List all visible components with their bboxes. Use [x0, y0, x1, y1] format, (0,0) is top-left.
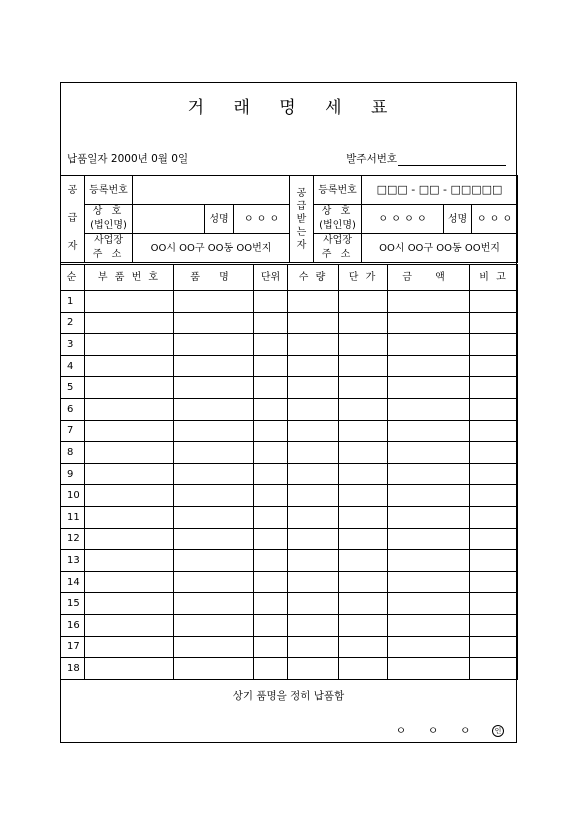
product-cell[interactable] [174, 614, 254, 636]
product-cell[interactable] [174, 506, 254, 528]
amount-cell[interactable] [388, 593, 470, 615]
transaction-statement-form [60, 82, 517, 743]
amount-cell[interactable] [388, 485, 470, 507]
price-cell[interactable] [339, 312, 388, 334]
part-no-cell[interactable] [85, 636, 174, 658]
part-no-cell[interactable] [85, 614, 174, 636]
unit-cell[interactable] [254, 291, 288, 313]
part-no-cell[interactable] [85, 355, 174, 377]
table-row [61, 571, 518, 593]
row-number: 11 [61, 506, 85, 528]
qty-cell[interactable] [288, 485, 339, 507]
price-cell[interactable] [339, 658, 388, 680]
supplier-reg-no-label: 등록번호 [85, 176, 133, 205]
price-cell[interactable] [339, 593, 388, 615]
amount-cell[interactable] [388, 398, 470, 420]
price-cell[interactable] [339, 528, 388, 550]
header-amount: 금 액 [388, 265, 470, 291]
amount-cell[interactable] [388, 636, 470, 658]
receiver-address-label: 사업장 주 소 [314, 234, 362, 263]
qty-cell[interactable] [288, 442, 339, 464]
parties-table [60, 175, 518, 263]
unit-cell[interactable] [254, 550, 288, 572]
amount-cell[interactable] [388, 355, 470, 377]
items-table [60, 264, 518, 680]
unit-cell[interactable] [254, 658, 288, 680]
row-number: 10 [61, 485, 85, 507]
table-row [61, 377, 518, 399]
unit-cell[interactable] [254, 334, 288, 356]
qty-cell[interactable] [288, 334, 339, 356]
note-cell[interactable] [470, 485, 518, 507]
row-number: 13 [61, 550, 85, 572]
qty-cell[interactable] [288, 355, 339, 377]
delivery-date: 납품일자 2000년 0월 0일 [67, 153, 189, 165]
amount-cell[interactable] [388, 463, 470, 485]
price-cell[interactable] [339, 614, 388, 636]
receiver-name-label: 성명 [444, 205, 472, 234]
qty-cell[interactable] [288, 614, 339, 636]
table-row [61, 334, 518, 356]
note-cell[interactable] [470, 636, 518, 658]
unit-cell[interactable] [254, 312, 288, 334]
amount-cell[interactable] [388, 334, 470, 356]
part-no-cell[interactable] [85, 312, 174, 334]
table-row [61, 614, 518, 636]
row-number: 12 [61, 528, 85, 550]
product-cell[interactable] [174, 463, 254, 485]
row-number: 3 [61, 334, 85, 356]
table-row [61, 355, 518, 377]
amount-cell[interactable] [388, 658, 470, 680]
unit-cell[interactable] [254, 636, 288, 658]
row-number: 4 [61, 355, 85, 377]
price-cell[interactable] [339, 485, 388, 507]
table-row [61, 442, 518, 464]
receiver-reg-no-value[interactable]: □□□ - □□ - □□□□□ [362, 176, 518, 205]
price-cell[interactable] [339, 420, 388, 442]
qty-cell[interactable] [288, 312, 339, 334]
unit-cell[interactable] [254, 506, 288, 528]
qty-cell[interactable] [288, 636, 339, 658]
price-cell[interactable] [339, 463, 388, 485]
note-cell[interactable] [470, 312, 518, 334]
note-cell[interactable] [470, 377, 518, 399]
amount-cell[interactable] [388, 442, 470, 464]
unit-cell[interactable] [254, 485, 288, 507]
product-cell[interactable] [174, 377, 254, 399]
signer-name: ㅇ ㅇ ㅇ [395, 724, 480, 737]
product-cell[interactable] [174, 528, 254, 550]
product-cell[interactable] [174, 658, 254, 680]
receiver-company-value[interactable]: ㅇ ㅇ ㅇ ㅇ [362, 205, 444, 234]
supplier-reg-no-value[interactable] [133, 176, 290, 205]
unit-cell[interactable] [254, 442, 288, 464]
table-row [61, 636, 518, 658]
part-no-cell[interactable] [85, 658, 174, 680]
receiver-company-label: 상 호 (법인명) [314, 205, 362, 234]
row-number: 9 [61, 463, 85, 485]
row-number: 17 [61, 636, 85, 658]
product-cell[interactable] [174, 312, 254, 334]
unit-cell[interactable] [254, 355, 288, 377]
unit-cell[interactable] [254, 571, 288, 593]
order-number-field[interactable] [398, 153, 506, 166]
header-part-no: 부 품 번 호 [85, 265, 174, 291]
part-no-cell[interactable] [85, 506, 174, 528]
qty-cell[interactable] [288, 528, 339, 550]
note-cell[interactable] [470, 658, 518, 680]
amount-cell[interactable] [388, 614, 470, 636]
qty-cell[interactable] [288, 420, 339, 442]
supplier-name-label: 성명 [205, 205, 234, 234]
part-no-cell[interactable] [85, 377, 174, 399]
signature-line [396, 722, 504, 738]
table-row [61, 658, 518, 680]
document-title [61, 93, 516, 118]
part-no-cell[interactable] [85, 571, 174, 593]
price-cell[interactable] [339, 550, 388, 572]
price-cell[interactable] [339, 636, 388, 658]
unit-cell[interactable] [254, 528, 288, 550]
unit-cell[interactable] [254, 398, 288, 420]
qty-cell[interactable] [288, 398, 339, 420]
amount-cell[interactable] [388, 291, 470, 313]
part-no-cell[interactable] [85, 442, 174, 464]
unit-cell[interactable] [254, 463, 288, 485]
table-row [61, 398, 518, 420]
product-cell[interactable] [174, 593, 254, 615]
table-row [61, 485, 518, 507]
footer-statement: 상기 품명을 정히 납품함 [232, 690, 345, 702]
unit-cell[interactable] [254, 377, 288, 399]
row-number: 1 [61, 291, 85, 313]
note-cell[interactable] [470, 614, 518, 636]
price-cell[interactable] [339, 377, 388, 399]
product-cell[interactable] [174, 571, 254, 593]
row-number: 8 [61, 442, 85, 464]
qty-cell[interactable] [288, 658, 339, 680]
row-number: 2 [61, 312, 85, 334]
amount-cell[interactable] [388, 420, 470, 442]
supplier-company-label: 상 호 (법인명) [85, 205, 133, 234]
header-no: 순 [61, 265, 85, 291]
product-cell[interactable] [174, 636, 254, 658]
supplier-address-label: 사업장 주 소 [85, 234, 133, 263]
qty-cell[interactable] [288, 506, 339, 528]
unit-cell[interactable] [254, 614, 288, 636]
amount-cell[interactable] [388, 550, 470, 572]
note-cell[interactable] [470, 398, 518, 420]
order-number [346, 151, 506, 166]
part-no-cell[interactable] [85, 528, 174, 550]
table-row [61, 528, 518, 550]
supplier-name-value[interactable]: ㅇ ㅇ ㅇ [234, 205, 290, 234]
header-note: 비 고 [470, 265, 518, 291]
note-cell[interactable] [470, 528, 518, 550]
price-cell[interactable] [339, 571, 388, 593]
unit-cell[interactable] [254, 593, 288, 615]
row-number: 14 [61, 571, 85, 593]
title-char: 래 [233, 98, 252, 118]
product-cell[interactable] [174, 334, 254, 356]
amount-cell[interactable] [388, 528, 470, 550]
supplier-address-value[interactable]: OO시 OO구 OO동 OO번지 [133, 234, 290, 263]
item-rows [61, 291, 518, 680]
product-cell[interactable] [174, 355, 254, 377]
receiver-address-value[interactable]: OO시 OO구 OO동 OO번지 [362, 234, 518, 263]
part-no-cell[interactable] [85, 593, 174, 615]
header-unit: 단위 [254, 265, 288, 291]
row-number: 16 [61, 614, 85, 636]
header-price: 단 가 [339, 265, 388, 291]
table-row [61, 550, 518, 572]
note-cell[interactable] [470, 442, 518, 464]
amount-cell[interactable] [388, 506, 470, 528]
product-cell[interactable] [174, 398, 254, 420]
qty-cell[interactable] [288, 463, 339, 485]
qty-cell[interactable] [288, 550, 339, 572]
price-cell[interactable] [339, 334, 388, 356]
table-row [61, 420, 518, 442]
part-no-cell[interactable] [85, 291, 174, 313]
note-cell[interactable] [470, 291, 518, 313]
price-cell[interactable] [339, 291, 388, 313]
header-qty: 수 량 [288, 265, 339, 291]
note-cell[interactable] [470, 506, 518, 528]
unit-cell[interactable] [254, 420, 288, 442]
price-cell[interactable] [339, 355, 388, 377]
note-cell[interactable] [470, 593, 518, 615]
table-row [61, 593, 518, 615]
price-cell[interactable] [339, 442, 388, 464]
amount-cell[interactable] [388, 377, 470, 399]
qty-cell[interactable] [288, 291, 339, 313]
title-char: 세 [325, 98, 344, 118]
qty-cell[interactable] [288, 377, 339, 399]
price-cell[interactable] [339, 398, 388, 420]
part-no-cell[interactable] [85, 550, 174, 572]
product-cell[interactable] [174, 485, 254, 507]
note-cell[interactable] [470, 420, 518, 442]
note-cell[interactable] [470, 463, 518, 485]
title-char: 표 [370, 98, 390, 118]
seal-icon: 인 [492, 725, 504, 737]
supplier-company-value[interactable] [133, 205, 205, 234]
supplier-side-label: 공 급 자 [61, 176, 85, 263]
note-cell[interactable] [470, 571, 518, 593]
note-cell[interactable] [470, 355, 518, 377]
note-cell[interactable] [470, 334, 518, 356]
part-no-cell[interactable] [85, 398, 174, 420]
table-row [61, 463, 518, 485]
qty-cell[interactable] [288, 593, 339, 615]
table-row [61, 506, 518, 528]
title-char: 거 [187, 98, 207, 118]
product-cell[interactable] [174, 291, 254, 313]
amount-cell[interactable] [388, 312, 470, 334]
order-number-label: 발주서번호 [346, 153, 397, 165]
part-no-cell[interactable] [85, 420, 174, 442]
title-char: 명 [279, 98, 298, 118]
row-number: 7 [61, 420, 85, 442]
part-no-cell[interactable] [85, 334, 174, 356]
row-number: 5 [61, 377, 85, 399]
receiver-side-label: 공 급 받 는 자 [290, 176, 314, 263]
amount-cell[interactable] [388, 571, 470, 593]
receiver-name-value[interactable]: ㅇ ㅇ ㅇ [472, 205, 518, 234]
table-row [61, 312, 518, 334]
row-number: 6 [61, 398, 85, 420]
product-cell[interactable] [174, 420, 254, 442]
qty-cell[interactable] [288, 571, 339, 593]
table-row [61, 291, 518, 313]
header-product: 품 명 [174, 265, 254, 291]
part-no-cell[interactable] [85, 463, 174, 485]
product-cell[interactable] [174, 442, 254, 464]
row-number: 18 [61, 658, 85, 680]
price-cell[interactable] [339, 506, 388, 528]
note-cell[interactable] [470, 550, 518, 572]
row-number: 15 [61, 593, 85, 615]
items-header-row [61, 265, 518, 291]
part-no-cell[interactable] [85, 485, 174, 507]
product-cell[interactable] [174, 550, 254, 572]
receiver-reg-no-label: 등록번호 [314, 176, 362, 205]
